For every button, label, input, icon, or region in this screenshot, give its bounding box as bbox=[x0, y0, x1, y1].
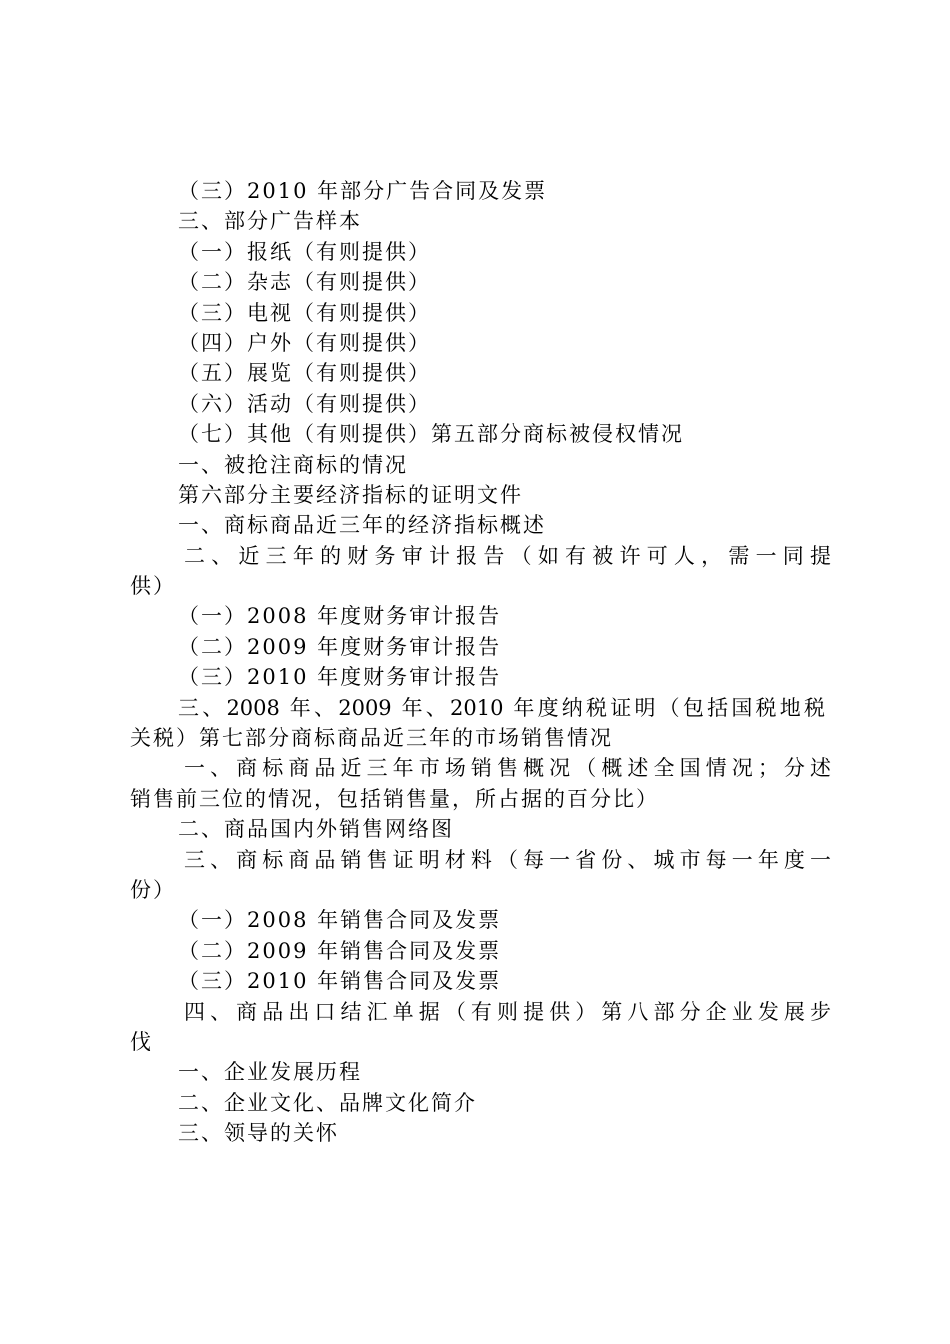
part-heading: 第六部分主要经济指标的证明文件 bbox=[178, 482, 523, 507]
text-line: （一）2008 年度财务审计报告 bbox=[178, 604, 502, 629]
wrapped-line-end: 供） bbox=[130, 574, 176, 599]
wrapped-line-end: 关税）第七部分商标商品近三年的市场销售情况 bbox=[130, 726, 613, 751]
text-line: （三）2010 年部分广告合同及发票 bbox=[178, 179, 548, 203]
text-line bbox=[0, 541, 950, 571]
wrapped-line-start: 三、2008 年、2009 年、2010 年度纳税证明（包括国税地税 bbox=[178, 695, 825, 720]
document-body bbox=[0, 176, 950, 1149]
text-line: （二）2009 年度财务审计报告 bbox=[178, 634, 502, 659]
text-line: （五）展览（有则提供） bbox=[178, 361, 431, 386]
section-heading: 一、商标商品近三年的经济指标概述 bbox=[178, 513, 546, 538]
wrapped-line-start: 三、商标商品销售证明材料（每一省份、城市每一年度一 bbox=[184, 847, 831, 872]
text-line: （七）其他（有则提供）第五部分商标被侵权情况 bbox=[178, 422, 684, 447]
text-line bbox=[0, 997, 950, 1027]
wrapped-line-end: 销售前三位的情况，包括销售量，所占据的百分比） bbox=[130, 786, 659, 811]
text-line bbox=[0, 753, 950, 783]
wrapped-line-end: 伐 bbox=[130, 1029, 153, 1054]
text-line: （三）2010 年销售合同及发票 bbox=[178, 969, 502, 994]
text-line: （三）2010 年度财务审计报告 bbox=[178, 665, 502, 690]
wrapped-line-start: 二、近三年的财务审计报告（如有被许可人，需一同提 bbox=[184, 543, 831, 568]
section-heading: 二、商品国内外销售网络图 bbox=[178, 817, 454, 842]
text-line bbox=[0, 693, 950, 723]
text-line: （四）户外（有则提供） bbox=[178, 330, 431, 355]
text-line: （一）2008 年销售合同及发票 bbox=[178, 908, 502, 933]
section-heading: 三、部分广告样本 bbox=[178, 209, 362, 234]
text-line: （三）电视（有则提供） bbox=[178, 300, 431, 325]
text-line bbox=[0, 845, 950, 875]
text-line: （六）活动（有则提供） bbox=[178, 391, 431, 416]
section-heading: 一、企业发展历程 bbox=[178, 1060, 362, 1085]
wrapped-line-end: 份） bbox=[130, 877, 176, 902]
section-heading: 二、企业文化、品牌文化简介 bbox=[178, 1090, 477, 1115]
section-heading: 一、被抢注商标的情况 bbox=[178, 452, 408, 477]
wrapped-line-start: 四、商品出口结汇单据（有则提供）第八部分企业发展步 bbox=[184, 999, 831, 1024]
text-line: （一）报纸（有则提供） bbox=[178, 239, 431, 264]
text-line: （二）2009 年销售合同及发票 bbox=[178, 938, 502, 963]
wrapped-line-start: 一、商标商品近三年市场销售概况（概述全国情况；分述 bbox=[184, 756, 831, 781]
text-line: （二）杂志（有则提供） bbox=[178, 270, 431, 295]
section-heading: 三、领导的关怀 bbox=[178, 1121, 339, 1146]
